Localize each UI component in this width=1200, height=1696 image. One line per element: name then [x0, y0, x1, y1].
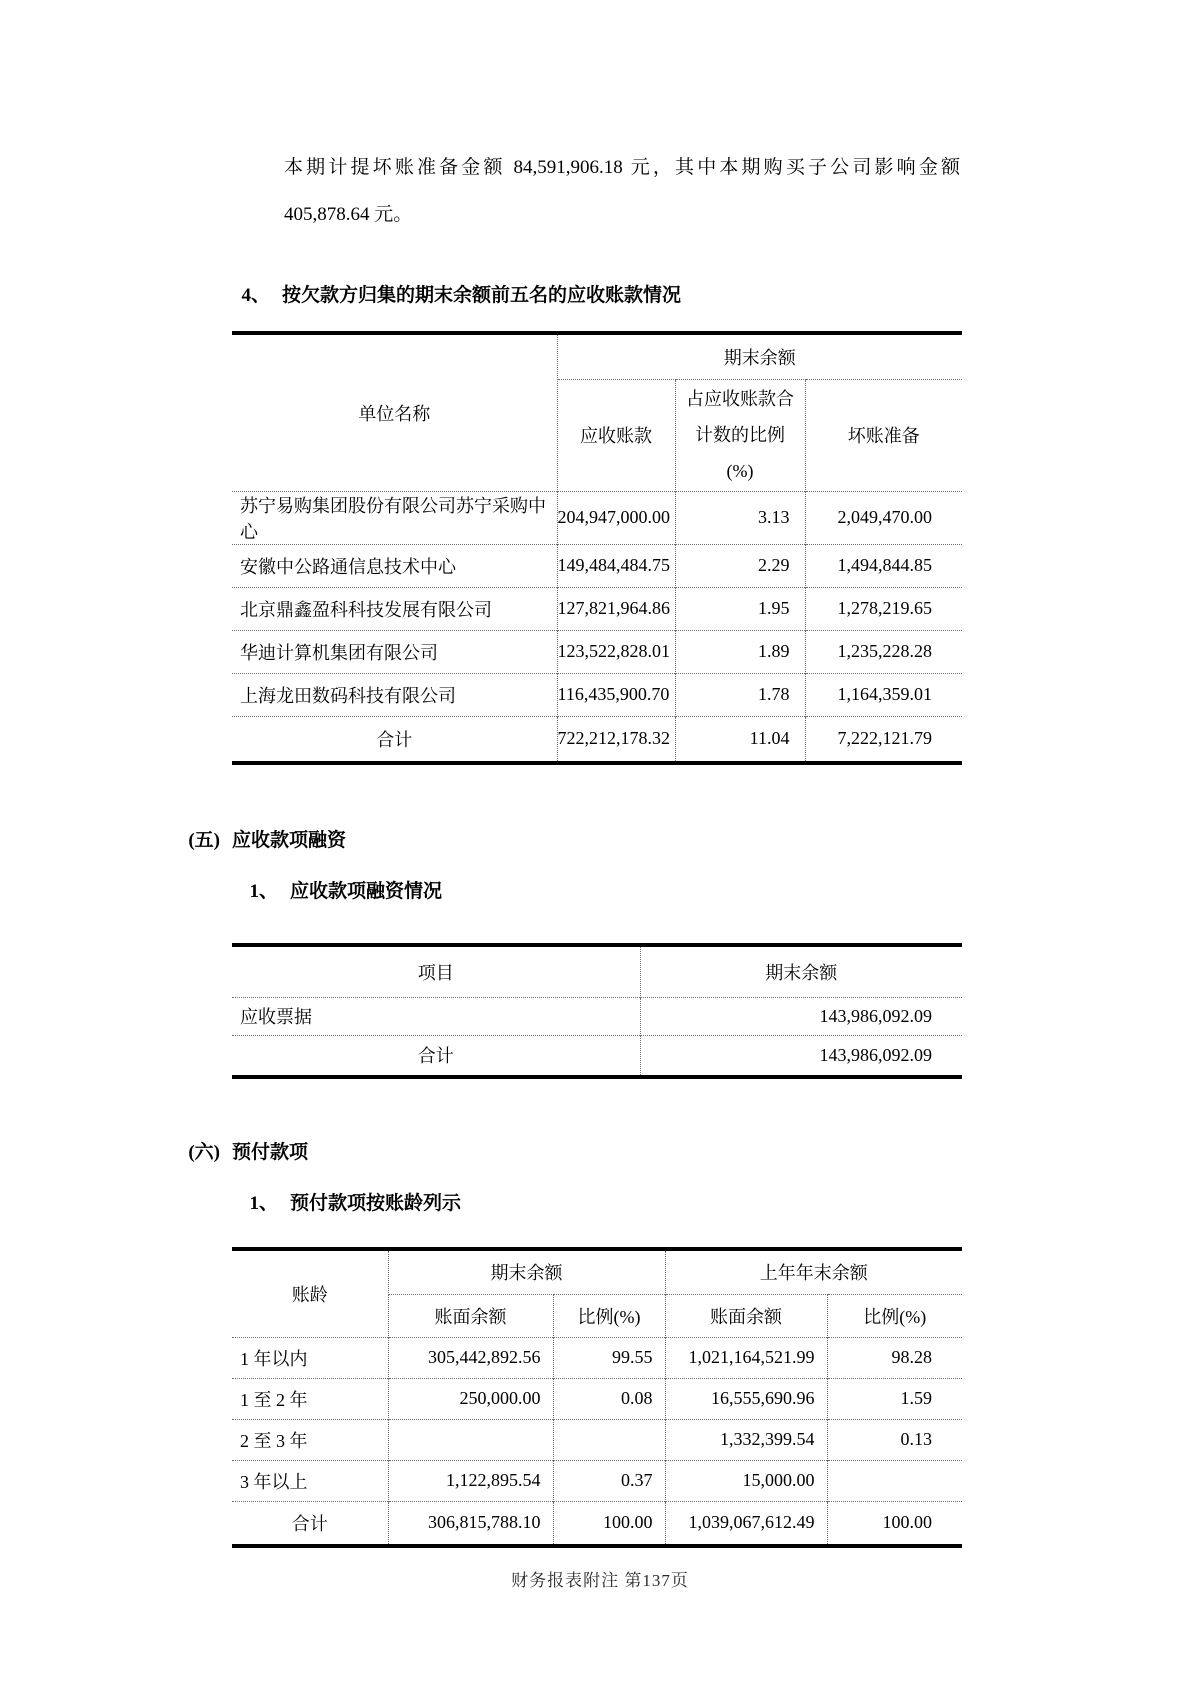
- item-cell: 应收票据: [232, 997, 640, 1035]
- total-ratio: 11.04: [675, 716, 805, 763]
- total-provision: 7,222,121.79: [805, 716, 962, 763]
- table2-total-row: [232, 1035, 962, 1077]
- table-row: [232, 587, 962, 630]
- prior-amount-cell: 1,332,399.54: [665, 1419, 827, 1460]
- table2-header-row: [232, 945, 962, 997]
- total-label: 合计: [232, 1501, 388, 1546]
- section4-heading: [232, 280, 1200, 307]
- aging-cell: 1 至 2 年: [232, 1378, 388, 1419]
- table-row: [232, 997, 962, 1035]
- section6-sub-number: 1、: [249, 1193, 278, 1215]
- section5-number: (五): [188, 830, 220, 852]
- receivable-amount-cell: 127,821,964.86: [557, 587, 675, 630]
- provision-cell: 1,235,228.28: [805, 630, 962, 673]
- col-header-ratio-text: 占应收账款合计数的比例: [686, 389, 794, 446]
- closing-amount-cell: [388, 1419, 553, 1460]
- total-closing-amount: 306,815,788.10: [388, 1501, 553, 1546]
- total-prior-amount: 1,039,067,612.49: [665, 1501, 827, 1546]
- col-header-bad-debt-provision: 坏账准备: [805, 379, 962, 491]
- table3-total-row: [232, 1501, 962, 1546]
- table-row: [232, 630, 962, 673]
- prior-ratio-cell: [827, 1460, 962, 1501]
- total-prior-ratio: 100.00: [827, 1501, 962, 1546]
- ratio-cell: 2.29: [675, 544, 805, 587]
- total-label: 合计: [232, 716, 557, 763]
- table-row: [232, 1419, 962, 1460]
- col-header-ratio-of-total: [675, 379, 805, 491]
- provision-cell: 1,278,219.65: [805, 587, 962, 630]
- receivable-amount-cell: 116,435,900.70: [557, 673, 675, 716]
- closing-amount-cell: 305,442,892.56: [388, 1337, 553, 1378]
- receivable-amount-cell: 123,522,828.01: [557, 630, 675, 673]
- table-row: [232, 544, 962, 587]
- col-header-accounts-receivable: 应收账款: [557, 379, 675, 491]
- col-header-closing-balance-group: 期末余额: [557, 333, 962, 379]
- section4-number: 4、: [241, 285, 270, 307]
- col-header-ratio-prior: 比例(%): [827, 1294, 962, 1337]
- intro-paragraph: 本期计提坏账准备金额 84,591,906.18 元，其中本期购买子公司影响金额 405,878.64 元。: [284, 157, 960, 225]
- col-header-item: 项目: [417, 962, 454, 983]
- col-header-book-balance-closing: 账面余额: [388, 1294, 553, 1337]
- total-label: 合计: [232, 1035, 640, 1077]
- aging-cell: 3 年以上: [232, 1460, 388, 1501]
- company-name-cell: 上海龙田数码科技有限公司: [232, 673, 557, 716]
- section5-sub-number: 1、: [249, 881, 278, 903]
- total-closing-ratio: 100.00: [553, 1501, 665, 1546]
- closing-amount-cell: 1,122,895.54: [388, 1460, 553, 1501]
- closing-amount-cell: 250,000.00: [388, 1378, 553, 1419]
- table-row: [232, 1378, 962, 1419]
- section4-title: 按欠款方归集的期末余额前五名的应收账款情况: [282, 285, 682, 307]
- col-header-book-balance-prior: 账面余额: [665, 1294, 827, 1337]
- provision-cell: 2,049,470.00: [805, 491, 962, 544]
- table1-group-header-row: [232, 333, 962, 379]
- section6-sub-heading: [232, 1188, 1200, 1215]
- ratio-cell: 3.13: [675, 491, 805, 544]
- col-header-prior-year-balance-group: 上年年末余额: [665, 1249, 962, 1294]
- prior-amount-cell: 16,555,690.96: [665, 1378, 827, 1419]
- closing-ratio-cell: 0.37: [553, 1460, 665, 1501]
- col-header-ratio-closing: 比例(%): [553, 1294, 665, 1337]
- table1-total-row: [232, 716, 962, 763]
- closing-ratio-cell: 0.08: [553, 1378, 665, 1419]
- receivables-financing-table: [232, 943, 962, 1079]
- table-row: [232, 491, 962, 544]
- section6-heading: [168, 1137, 1200, 1164]
- closing-ratio-cell: 99.55: [553, 1337, 665, 1378]
- company-name-cell: 苏宁易购集团股份有限公司苏宁采购中心: [232, 491, 557, 544]
- total-receivable-amount: 722,212,178.32: [557, 716, 675, 763]
- provision-cell: 1,164,359.01: [805, 673, 962, 716]
- section6-sub-title: 预付款项按账龄列示: [290, 1193, 462, 1215]
- prior-ratio-cell: 0.13: [827, 1419, 962, 1460]
- prior-amount-cell: 1,021,164,521.99: [665, 1337, 827, 1378]
- receivable-amount-cell: 149,484,484.75: [557, 544, 675, 587]
- ratio-cell: 1.78: [675, 673, 805, 716]
- company-name-cell: 安徽中公路通信息技术中心: [232, 544, 557, 587]
- prior-ratio-cell: 1.59: [827, 1378, 962, 1419]
- table-row: [232, 1460, 962, 1501]
- prior-amount-cell: 15,000.00: [665, 1460, 827, 1501]
- col-header-aging: 账龄: [232, 1249, 388, 1337]
- total-amount: 143,986,092.09: [640, 1035, 962, 1077]
- col-header-company-name: 单位名称: [232, 333, 557, 491]
- section5-sub-heading: [232, 876, 1200, 903]
- prepayments-aging-table: [232, 1247, 962, 1548]
- ratio-cell: 1.95: [675, 587, 805, 630]
- col-header-closing-balance-group: 期末余额: [388, 1249, 665, 1294]
- provision-cell: 1,494,844.85: [805, 544, 962, 587]
- aging-cell: 2 至 3 年: [232, 1419, 388, 1460]
- closing-ratio-cell: [553, 1419, 665, 1460]
- section6-number: (六): [188, 1142, 220, 1164]
- prior-ratio-cell: 98.28: [827, 1337, 962, 1378]
- top5-receivables-table: [232, 331, 962, 765]
- section5-title: 应收款项融资: [232, 830, 347, 852]
- col-header-ratio-unit: (%): [726, 461, 754, 482]
- aging-cell: 1 年以内: [232, 1337, 388, 1378]
- table-row: [232, 673, 962, 716]
- receivable-amount-cell: 204,947,000.00: [557, 491, 675, 544]
- table3-group-header-row: [232, 1249, 962, 1294]
- section5-heading: [168, 825, 1200, 852]
- company-name-cell: 北京鼎鑫盈科科技发展有限公司: [232, 587, 557, 630]
- company-name-cell: 华迪计算机集团有限公司: [232, 630, 557, 673]
- section5-sub-title: 应收款项融资情况: [290, 881, 443, 903]
- table-row: [232, 1337, 962, 1378]
- page-footer: 财务报表附注 第137页: [511, 1571, 689, 1590]
- amount-cell: 143,986,092.09: [640, 997, 962, 1035]
- col-header-closing-balance: 期末余额: [640, 945, 962, 997]
- section6-title: 预付款项: [232, 1142, 309, 1164]
- ratio-cell: 1.89: [675, 630, 805, 673]
